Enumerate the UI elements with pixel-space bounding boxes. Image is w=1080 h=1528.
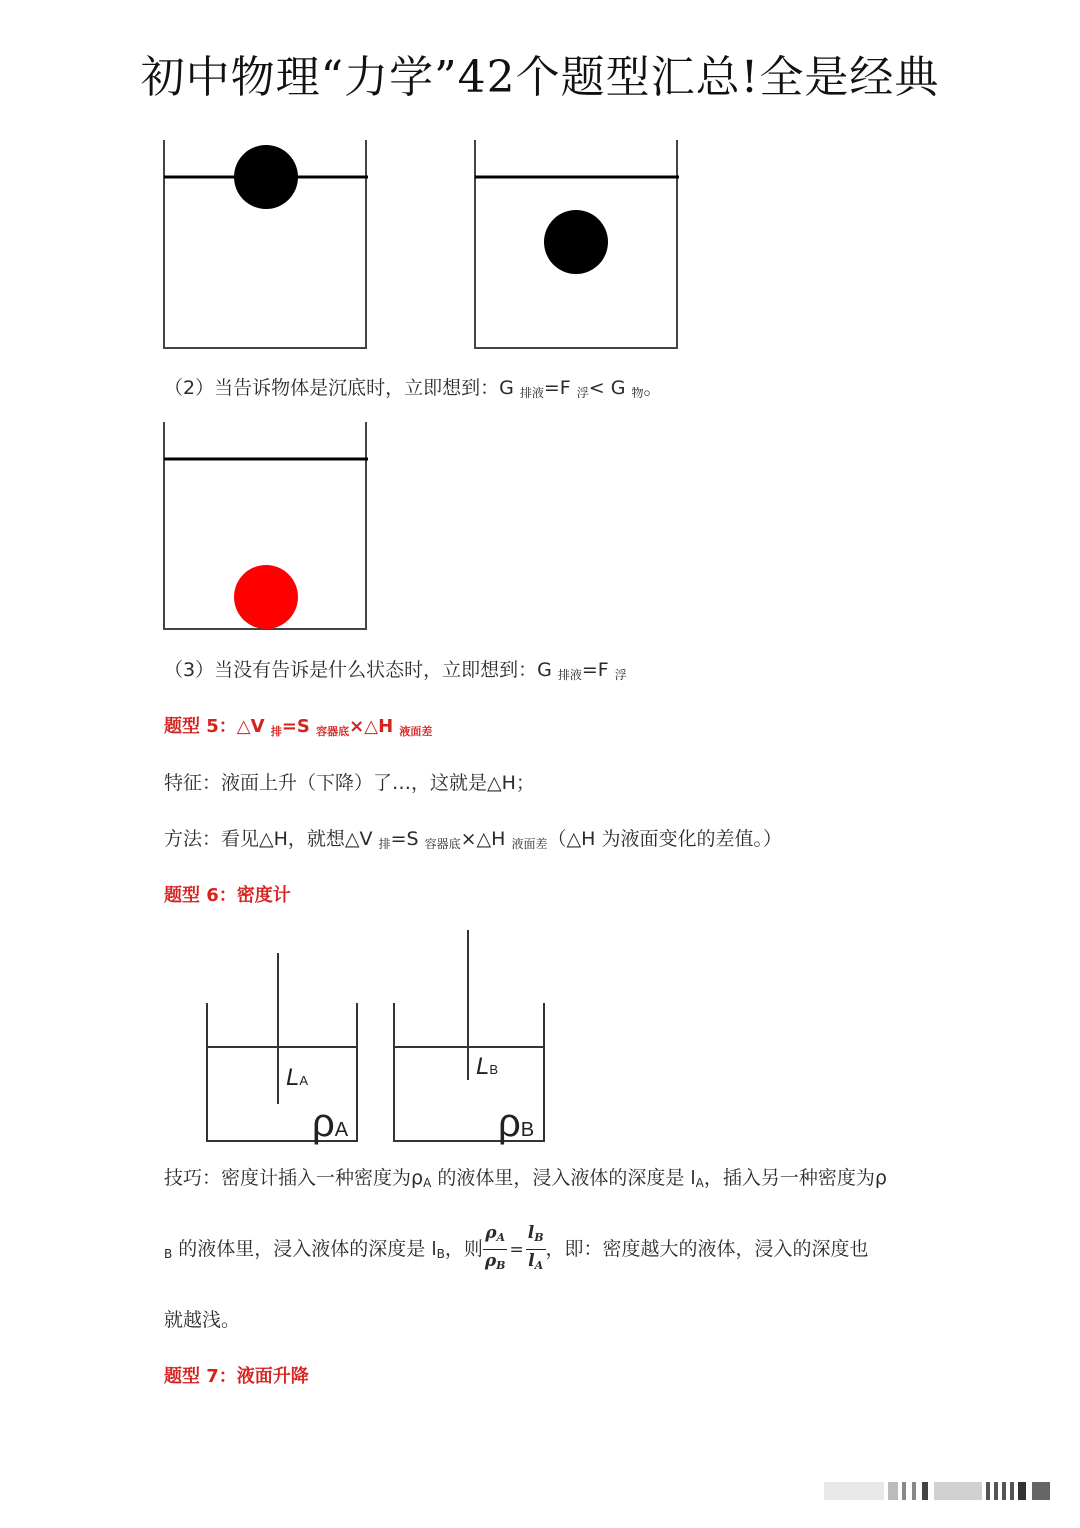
- density-ratio: $\frac{\rho_A}{\rho_B}$: [484, 1223, 506, 1272]
- depth-ratio: $\frac{l_B}{l_A}$: [527, 1223, 544, 1272]
- floating-ball: [234, 145, 298, 209]
- type-5-heading: 题型 5：△V $_排$=S $_{容器底}$×△H $_{液面差}$: [164, 716, 433, 738]
- density-label-a: ρA: [312, 1101, 349, 1145]
- tip-line-3: 就越浅。: [164, 1309, 241, 1331]
- equals-sign: =: [509, 1239, 524, 1260]
- type-7-heading: 题型 7：液面升降: [164, 1366, 309, 1387]
- container-sunk: [164, 422, 368, 629]
- tip-line-2: $_B$ 的液体里，浸入液体的深度是 $l_B$，则 $\frac{\rho_A}{\rho_B}$ = $\frac{l_B}{l_A}$ ，即：密度越大的液体，浸入的深度也: [164, 1222, 869, 1277]
- container-floating: [164, 140, 368, 348]
- section-2-text: （2）当告诉物体是沉底时，立即想到：G $_{排液}$=F $_浮$< G $_物$。: [164, 377, 663, 400]
- sunk-ball: [234, 565, 298, 629]
- density-label-b: ρB: [498, 1101, 535, 1145]
- type-6-heading: 题型 6：密度计: [164, 885, 291, 906]
- hydrometer-beaker-b: [394, 930, 544, 1141]
- section-3-text: （3）当没有告诉是什么状态时，立即想到：G $_{排液}$=F $_浮$: [164, 659, 627, 682]
- suspended-ball: [544, 210, 608, 274]
- tip-line-1: 技巧：密度计插入一种密度为$\rho_A$ 的液体里，浸入液体的深度是 $l_A$，插入另一种密度为ρ: [164, 1167, 887, 1190]
- page-title: 初中物理“力学”42个题型汇总!全是经典: [140, 52, 940, 103]
- watermark-bars: [824, 1480, 1054, 1502]
- method-text: 方法：看见△H，就想△V $_排$=S $_{容器底}$×△H $_{液面差}$（△H 为液面变化的差值。）: [164, 828, 782, 851]
- container-suspended: [475, 140, 679, 348]
- feature-text: 特征：液面上升（下降）了…，这就是△H；: [164, 772, 535, 794]
- depth-label-b: LB: [476, 1053, 499, 1080]
- depth-label-a: LA: [286, 1064, 309, 1091]
